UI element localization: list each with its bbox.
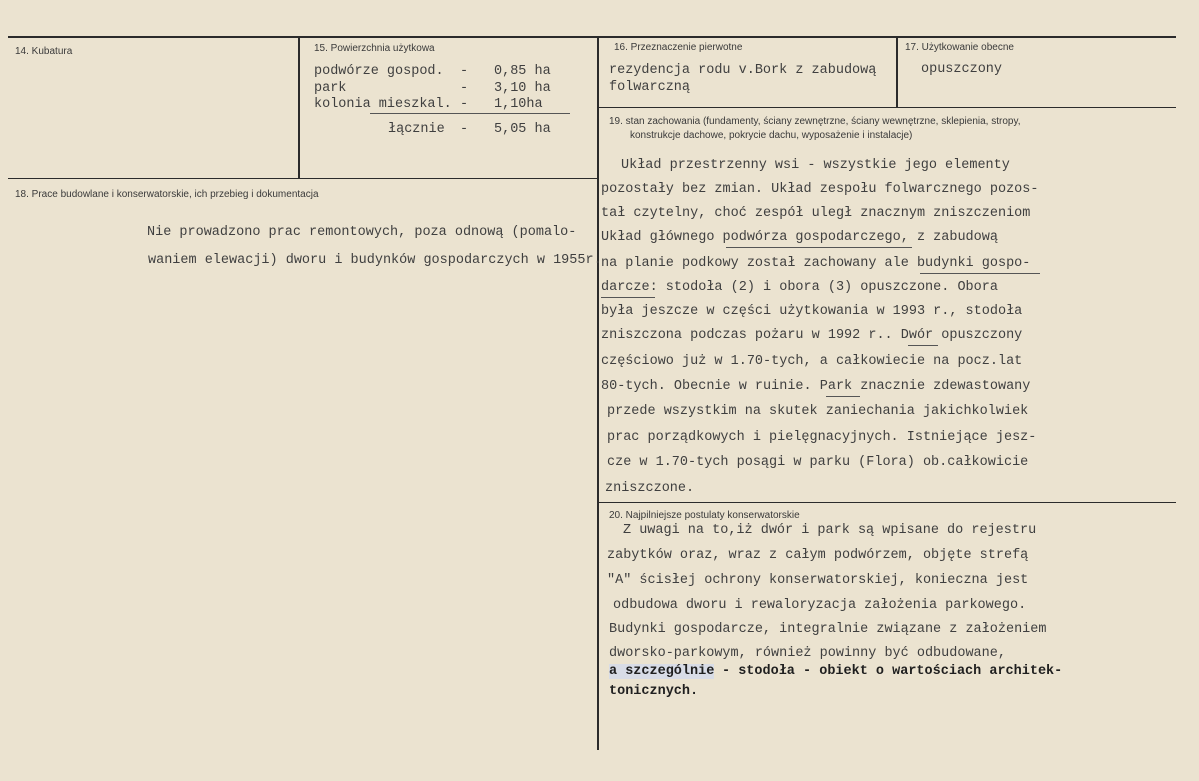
area-row-1-name: podwórze gospod.	[314, 64, 444, 79]
field-19-label-line-1: 19. stan zachowania (fundamenty, ściany zewnętrzne, ściany wewnętrzne, sklepienia, stropy,	[609, 116, 1021, 127]
underline-darcze	[601, 297, 655, 298]
condition-line-4: Układ głównego podwórza gospodarczego, z zabudową	[601, 230, 998, 245]
area-row-3-name: kolonia mieszkal.	[314, 97, 452, 112]
area-sum-underline	[370, 113, 570, 114]
underline-park	[826, 396, 860, 397]
area-row-2-value: 3,10 ha	[494, 81, 551, 96]
rule-19-20	[598, 502, 1176, 503]
condition-line-8: zniszczona podczas pożaru w 1992 r.. Dwór opuszczony	[601, 328, 1023, 343]
current-use-value: opuszczony	[921, 62, 1003, 77]
field-17-label: 17. Użytkowanie obecne	[905, 42, 1014, 53]
area-row-1-dash: -	[460, 64, 469, 79]
vline-a	[298, 38, 300, 178]
postulates-line-3: "A" ścisłej ochrony konserwatorskiej, konieczna jest	[607, 573, 1029, 588]
field-16-label: 16. Przeznaczenie pierwotne	[614, 42, 743, 53]
postulates-line-2: zabytków oraz, wraz z całym podwórzem, objęte strefą	[607, 548, 1029, 563]
area-total-value: 5,05 ha	[494, 122, 551, 137]
postulates-line-4: odbudowa dworu i rewaloryzacja założenia parkowego.	[613, 598, 1027, 613]
postulates-line-7-rest: - stodoła - obiekt o wartościach architek-	[722, 664, 1063, 679]
condition-line-9: częściowo już w 1.70-tych, a całkowiecie na pocz.lat	[601, 354, 1023, 369]
area-row-3-dash: -	[460, 97, 469, 112]
underline-dwor	[908, 345, 938, 346]
original-purpose-line-2: folwarczną	[609, 80, 691, 95]
condition-line-10: 80-tych. Obecnie w ruinie. Park znacznie zdewastowany	[601, 379, 1031, 394]
area-total-name: łącznie	[388, 122, 445, 137]
area-row-2-dash: -	[460, 81, 469, 96]
condition-line-12: prac porządkowych i pielęgnacyjnych. Istniejące jesz-	[607, 430, 1037, 445]
condition-line-2: pozostały bez zmian. Układ zespołu folwarcznego pozos-	[601, 182, 1039, 197]
condition-line-1: Układ przestrzenny wsi - wszystkie jego elementy	[621, 158, 1010, 173]
condition-line-6: darcze: stodoła (2) i obora (3) opuszczone. Obora	[601, 280, 998, 295]
condition-line-3: tał czytelny, choć zespół uległ znacznym zniszczeniom	[601, 206, 1031, 221]
condition-line-13: cze w 1.70-tych posągi w parku (Flora) ob.całkowicie	[607, 455, 1029, 470]
underline-podworza	[726, 247, 912, 248]
condition-line-14: zniszczone.	[605, 481, 695, 496]
field-20-label: 20. Najpilniejsze postulaty konserwatorskie	[609, 510, 800, 521]
field-14-label: 14. Kubatura	[15, 46, 73, 57]
area-total-dash: -	[460, 122, 469, 137]
postulates-emphasis: a szczególnie	[609, 664, 715, 679]
rule-14-18	[8, 178, 598, 179]
vline-c	[896, 38, 898, 108]
field-19-label-line-2: konstrukcje dachowe, pokrycie dachu, wyposażenie i instalacje)	[630, 130, 913, 141]
original-purpose-line-1: rezydencja rodu v.Bork z zabudową	[609, 63, 877, 78]
area-row-1-value: 0,85 ha	[494, 64, 551, 79]
condition-line-5: na planie podkowy został zachowany ale budynki gospo-	[601, 256, 1031, 271]
works-line-2: waniem elewacji) dworu i budynków gospodarczych w 1955r.	[148, 253, 602, 268]
area-row-2-name: park	[314, 81, 347, 96]
area-row-3-value: 1,10ha	[494, 97, 543, 112]
condition-line-11: przede wszystkim na skutek zaniechania jakichkolwiek	[607, 404, 1029, 419]
field-18-label: 18. Prace budowlane i konserwatorskie, ich przebieg i dokumentacja	[15, 189, 319, 200]
works-line-1: Nie prowadzono prac remontowych, poza odnową (pomalo-	[147, 225, 577, 240]
condition-line-7: była jeszcze w części użytkowania w 1993 r., stodoła	[601, 304, 1023, 319]
underline-budynki	[920, 273, 1040, 274]
postulates-line-1: Z uwagi na to,iż dwór i park są wpisane do rejestru	[623, 523, 1037, 538]
postulates-line-6: dworsko-parkowym, również powinny być odbudowane,	[609, 646, 1006, 661]
postulates-line-5: Budynki gospodarcze, integralnie związane z założeniem	[609, 622, 1047, 637]
field-15-label: 15. Powierzchnia użytkowa	[314, 43, 435, 54]
postulates-line-8: tonicznych.	[609, 684, 699, 699]
top-rule	[8, 36, 1176, 38]
vline-b	[597, 38, 599, 750]
rule-16-19	[598, 107, 1176, 108]
